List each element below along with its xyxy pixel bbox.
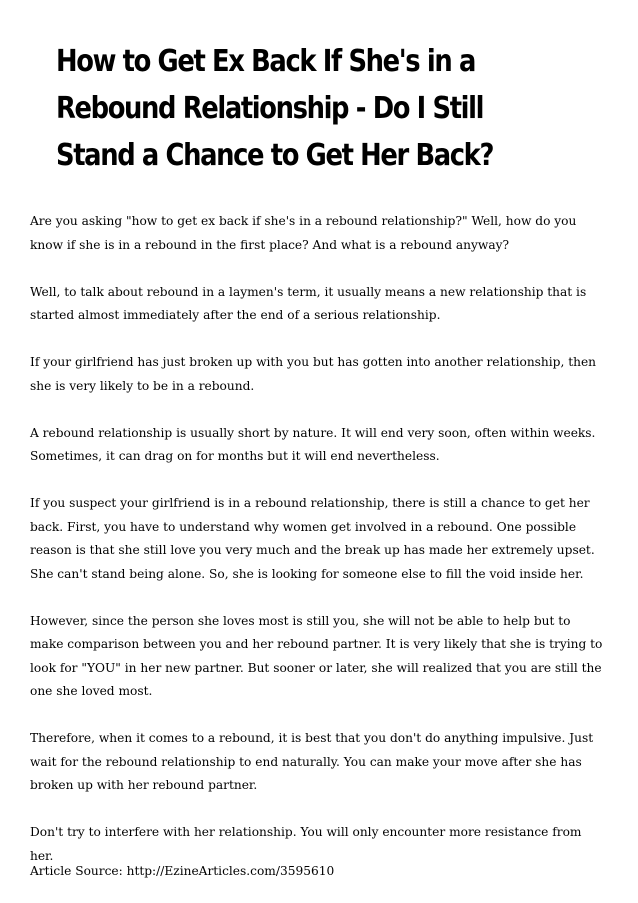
paragraph-7: Therefore, when it comes to a rebound, it is best that you don't do anything impulsive. Just wait for the rebound relationship to end naturally. You can make your move after she has broken up with her rebound partner. [30,731,594,792]
paragraph-6: However, since the person she loves most is still you, she will not be able to help but to make comparison between you and her rebound partner. It is very likely that she is trying to look for "YOU" in her new partner. But sooner or later, she will realized that you are still the one she loved most. [30,613,603,698]
paragraph-5: If you suspect your girlfriend is in a rebound relationship, there is still a chance to get her back. First, you have to understand why women get involved in a rebound. One possible reason is that she still love you very much and the break up has made her extremely upset. She can't stand being alone. So, she is looking for someone else to fill the void inside her. [30,496,595,581]
paragraph-3: If your girlfriend has just broken up with you but has gotten into another relationship, then she is very likely to be in a rebound. [30,355,597,393]
paragraph-4: A rebound relationship is usually short by nature. It will end very soon, often within weeks. Sometimes, it can drag on for months but it will end nevertheless. [30,425,596,463]
article-title: How to Get Ex Back If She's in a Rebound Relationship - Do I Still Stand a Chance to Get Her Back? [56,44,494,173]
paragraph-2: Well, to talk about rebound in a laymen's term, it usually means a new relationship that is started almost immediately after the end of a serious relationship. [30,284,587,322]
paragraph-1: Are you asking "how to get ex back if she's in a rebound relationship?" Well, how do you know if she is in a rebound in the first place? And what is a rebound anyway? [30,214,577,252]
paragraph-8: Don't try to interfere with her relationship. You will only encounter more resistance from her. [30,825,582,863]
article-body [30,210,604,892]
article-source: Article Source: http://EzineArticles.com/3595610 [30,864,335,878]
